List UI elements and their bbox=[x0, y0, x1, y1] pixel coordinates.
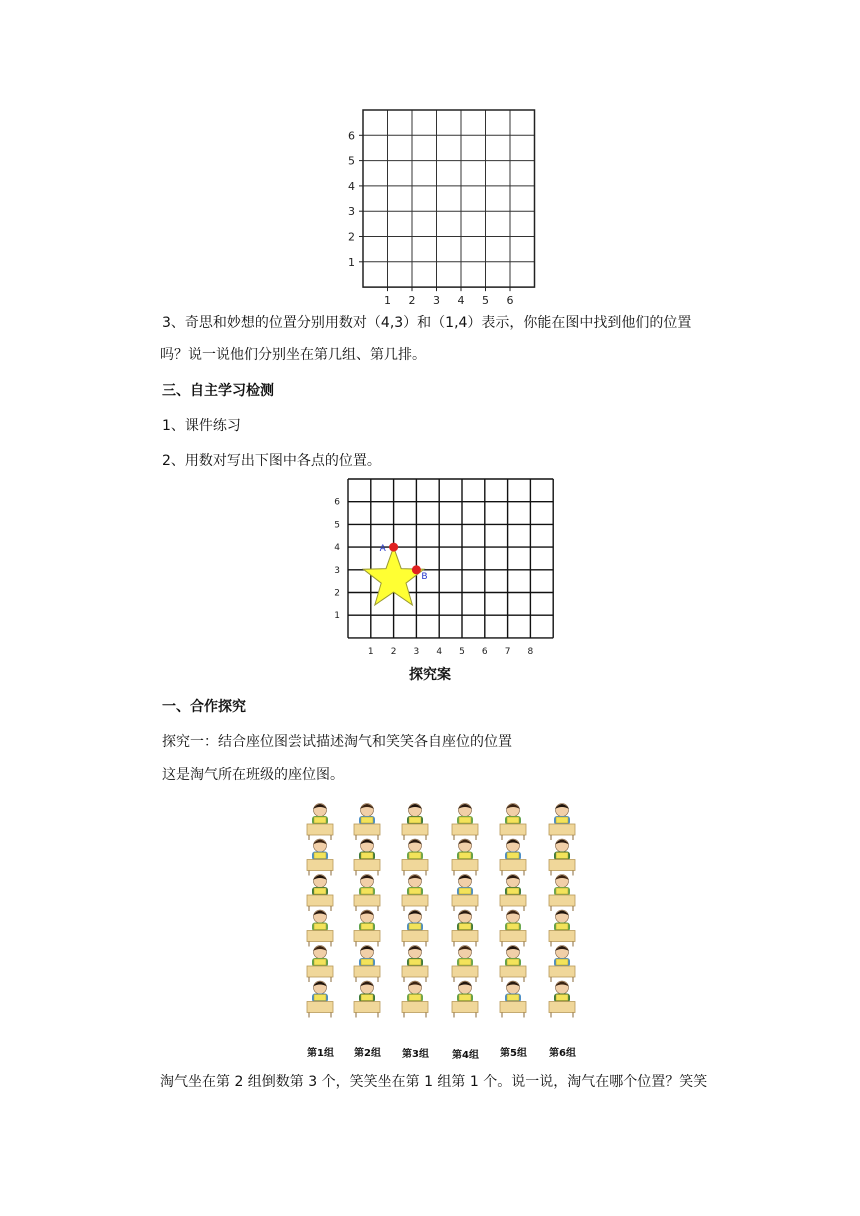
student-desk bbox=[402, 804, 428, 841]
grid2-y-tick: 5 bbox=[334, 520, 340, 531]
student-desk bbox=[402, 875, 428, 912]
student-desk bbox=[354, 875, 380, 912]
grid1-y-tick: 3 bbox=[348, 205, 355, 219]
grid1-y-tick: 6 bbox=[348, 129, 355, 143]
group-label-3: 第3组 bbox=[402, 1049, 429, 1060]
student-desk bbox=[354, 910, 380, 947]
student-desk bbox=[500, 946, 526, 983]
coordinate-grid-2 bbox=[330, 475, 555, 660]
student-desk bbox=[452, 839, 478, 876]
point-label-a: A bbox=[379, 544, 386, 555]
student-desk bbox=[549, 804, 575, 841]
grid1-x-tick: 4 bbox=[457, 294, 465, 305]
grid2-y-tick: 4 bbox=[334, 543, 340, 554]
student-desk bbox=[354, 946, 380, 983]
student-desk bbox=[452, 804, 478, 841]
grid2-y-tick: 2 bbox=[334, 588, 340, 599]
grid2-x-tick: 3 bbox=[413, 646, 420, 657]
explore-1-text: 探究一：结合座位图尝试描述淘气和笑笑各自座位的位置 bbox=[162, 734, 512, 750]
student-desk bbox=[307, 910, 333, 947]
student-desk bbox=[402, 839, 428, 876]
grid2-lines bbox=[348, 479, 553, 638]
student-desk bbox=[452, 946, 478, 983]
grid1-y-tick: 1 bbox=[348, 255, 355, 269]
grid1-x-tick: 2 bbox=[408, 294, 416, 305]
grid2-x-tick: 1 bbox=[367, 646, 374, 657]
group-label-6: 第6组 bbox=[549, 1048, 576, 1059]
question-3-line-1: 3、奇思和妙想的位置分别用数对（4,3）和（1,4）表示，你能在图中找到他们的位置 bbox=[162, 315, 692, 331]
grid1-x-tick: 6 bbox=[506, 294, 514, 305]
grid2-y-tick: 3 bbox=[334, 565, 340, 576]
grid1-x-tick: 1 bbox=[384, 294, 391, 305]
student-desk bbox=[354, 981, 380, 1018]
student-desk bbox=[402, 946, 428, 983]
grid1-y-tick: 4 bbox=[348, 179, 355, 193]
student-desk bbox=[549, 910, 575, 947]
question-3-line-2: 吗？说一说他们分别坐在第几组、第几排。 bbox=[160, 347, 426, 363]
grid2-y-tick: 6 bbox=[334, 497, 340, 508]
student-desk bbox=[402, 910, 428, 947]
student-desk bbox=[307, 981, 333, 1018]
student-desk bbox=[549, 981, 575, 1018]
grid2-x-tick: 2 bbox=[390, 646, 397, 657]
student-desk bbox=[500, 804, 526, 841]
section-1-heading: 一、合作探究 bbox=[162, 699, 246, 715]
grid1-y-tick: 5 bbox=[348, 154, 355, 168]
student-desk bbox=[500, 910, 526, 947]
student-desk bbox=[307, 875, 333, 912]
seating-chart bbox=[300, 795, 585, 1040]
student-desk bbox=[549, 875, 575, 912]
grid1-x-tick: 5 bbox=[482, 294, 489, 305]
student-desk bbox=[549, 839, 575, 876]
student-desk bbox=[354, 839, 380, 876]
item-1: 1、课件练习 bbox=[162, 418, 241, 434]
student-desk bbox=[500, 875, 526, 912]
student-desk bbox=[307, 839, 333, 876]
student-desk bbox=[354, 804, 380, 841]
grid1-y-tick: 2 bbox=[348, 230, 355, 244]
student-desk bbox=[452, 910, 478, 947]
student-desk bbox=[549, 946, 575, 983]
point-label-b: B bbox=[421, 571, 428, 582]
section-3-heading: 三、自主学习检测 bbox=[162, 383, 274, 399]
group-label-1: 第1组 bbox=[307, 1048, 334, 1059]
grid2-x-tick: 4 bbox=[436, 646, 443, 657]
grid2-x-tick: 7 bbox=[504, 646, 511, 657]
group-label-2: 第2组 bbox=[354, 1048, 381, 1059]
student-desk bbox=[500, 839, 526, 876]
student-desk bbox=[452, 875, 478, 912]
group-label-4: 第4组 bbox=[452, 1050, 479, 1061]
grid2-y-tick: 1 bbox=[334, 611, 340, 622]
caption-tanjiu-an: 探究案 bbox=[409, 667, 451, 683]
point-b bbox=[412, 565, 421, 574]
group-label-5: 第5组 bbox=[500, 1048, 527, 1059]
final-line: 淘气坐在第 2 组倒数第 3 个，笑笑坐在第 1 组第 1 个。说一说，淘气在哪个位置？笑笑 bbox=[160, 1074, 708, 1090]
student-desk bbox=[452, 981, 478, 1018]
grid1-x-tick: 3 bbox=[433, 294, 440, 305]
item-2: 2、用数对写出下图中各点的位置。 bbox=[162, 453, 381, 469]
coordinate-grid-1 bbox=[340, 100, 540, 305]
grid2-x-tick: 5 bbox=[459, 646, 465, 657]
grid2-x-tick: 8 bbox=[527, 646, 534, 657]
student-desk bbox=[402, 981, 428, 1018]
student-desk bbox=[307, 804, 333, 841]
grid2-x-tick: 6 bbox=[481, 646, 488, 657]
seat-intro-text: 这是淘气所在班级的座位图。 bbox=[162, 767, 344, 783]
point-a bbox=[389, 543, 398, 552]
student-desk bbox=[307, 946, 333, 983]
grid1-lines bbox=[363, 110, 535, 287]
student-desk bbox=[500, 981, 526, 1018]
